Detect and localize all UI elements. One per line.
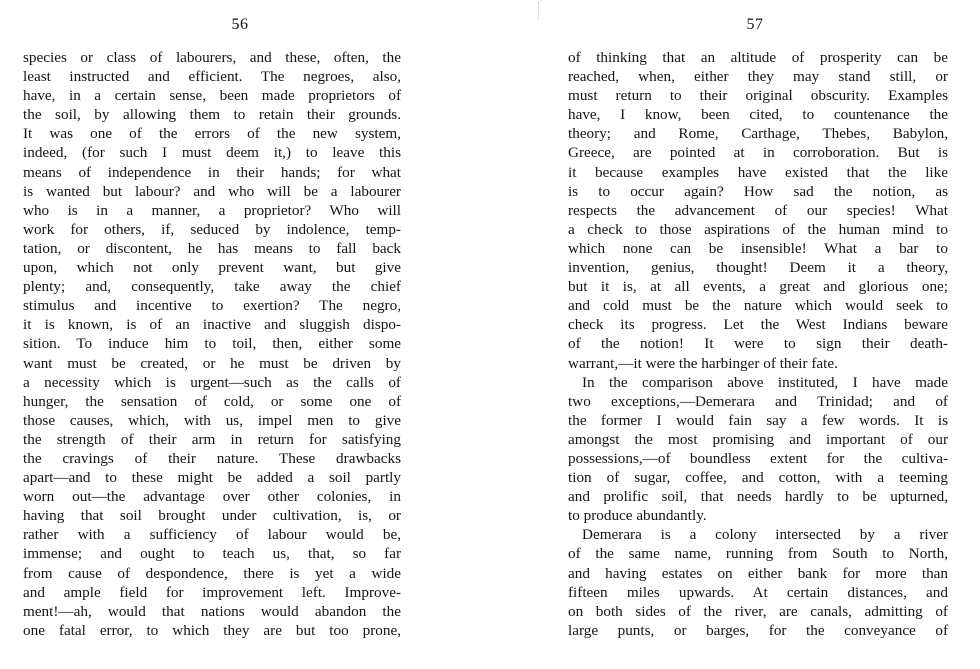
text-line: theory; and Rome, Carthage, Thebes, Babylon, bbox=[568, 125, 948, 143]
text-line: and having estates on either bank for more than bbox=[568, 564, 948, 582]
text-line: work for others, if, seduced by indolence, temp- bbox=[23, 220, 401, 238]
text-line: it because examples have existed that the like bbox=[568, 163, 948, 181]
text-line: one fatal error, to which they are but too prone, bbox=[23, 621, 401, 639]
page-text bbox=[23, 48, 401, 640]
text-line: the soil, by allowing them to retain their grounds. bbox=[23, 106, 401, 124]
text-line: from cause of despondence, there is yet a wide bbox=[23, 564, 401, 582]
text-line: immense; and ought to teach us, that, so far bbox=[23, 545, 401, 563]
text-line: is wanted but labour? and who will be a labourer bbox=[23, 182, 401, 200]
text-line: on both sides of the river, are canals, admitting of bbox=[568, 602, 948, 620]
text-line: respects the advancement of our species! What bbox=[568, 201, 948, 219]
text-line: ment!—ah, would that nations would abandon the bbox=[23, 602, 401, 620]
text-line: In the comparison above instituted, I have made bbox=[582, 373, 948, 391]
page-text bbox=[568, 48, 948, 640]
text-line: who is in a manner, a proprietor? Who will bbox=[23, 201, 401, 219]
text-line: invention, genius, thought! Deem it a theory, bbox=[568, 259, 948, 277]
text-line: least instructed and efficient. The negroes, also, bbox=[23, 68, 401, 86]
page-number: 57 bbox=[746, 16, 764, 33]
text-line: tation, or discontent, he has means to fall back bbox=[23, 239, 401, 257]
text-line: of the notion! It were to sign their death- bbox=[568, 335, 948, 353]
text-line: and prolific soil, that needs hardly to be upturned, bbox=[568, 488, 948, 506]
text-line: sition. To induce him to toil, then, either some bbox=[23, 335, 401, 353]
text-line: of thinking that an altitude of prosperity can be bbox=[568, 49, 948, 66]
text-line: want must be created, or he must be driven by bbox=[23, 354, 401, 372]
text-line: Demerara is a colony intersected by a river bbox=[582, 526, 948, 544]
text-line: to produce abundantly. bbox=[568, 507, 707, 525]
text-line: stimulus and incentive to exertion? The negro, bbox=[23, 297, 401, 315]
text-line: it is known, is of an inactive and sluggish dispo- bbox=[23, 316, 401, 334]
text-line: rather with a sufficiency of labour would be, bbox=[23, 526, 401, 544]
text-line: and ample field for improvement left. Improve- bbox=[23, 583, 401, 601]
text-line: apart—and to these might be added a soil partly bbox=[23, 469, 401, 487]
text-line: tion of sugar, coffee, and cotton, with a teeming bbox=[568, 469, 948, 487]
right-page bbox=[490, 0, 980, 669]
text-line: have, I know, been cited, to countenance the bbox=[568, 106, 948, 124]
text-line: and cold must be the nature which would seek to bbox=[568, 297, 948, 315]
text-line: indeed, (for such I must deem it,) to leave this bbox=[23, 144, 401, 162]
text-line: have, in a certain sense, been made proprietors of bbox=[23, 87, 401, 105]
text-line: means of independence in their hands; for what bbox=[23, 163, 401, 181]
text-line: the strength of their arm in return for satisfying bbox=[23, 430, 401, 448]
text-line: the cravings of their nature. These drawbacks bbox=[23, 449, 401, 467]
text-line: must return to their original obscurity. Examples bbox=[568, 87, 948, 105]
text-line: It was one of the errors of the new system, bbox=[23, 125, 401, 143]
text-line: plenty; and, consequently, take away the chief bbox=[23, 278, 401, 296]
page-number: 56 bbox=[231, 16, 249, 33]
text-line: the former I would fain say a few words. It is bbox=[568, 411, 948, 429]
text-line: worn out—the advantage over other colonies, in bbox=[23, 488, 401, 506]
text-line: a necessity which is urgent—such as the calls of bbox=[23, 373, 401, 391]
text-line: having that soil brought under cultivation, is, or bbox=[23, 507, 401, 525]
text-line: reached, when, either they may stand still, or bbox=[568, 68, 948, 86]
text-line: upon, which not only prevent want, but give bbox=[23, 259, 401, 277]
text-line: warrant,—it were the harbinger of their fate. bbox=[568, 354, 838, 372]
text-line: those causes, which, with us, impel men to give bbox=[23, 411, 401, 429]
text-line: Greece, are pointed at in corroboration. But is bbox=[568, 144, 948, 162]
text-line: amongst the most promising and important of our bbox=[568, 430, 948, 448]
text-line: check its progress. Let the West Indians beware bbox=[568, 316, 948, 334]
text-line: fifteen miles upwards. At certain distances, and bbox=[568, 583, 948, 601]
text-line: two exceptions,—Demerara and Trinidad; and of bbox=[568, 392, 948, 410]
text-line: is to occur again? How sad the notion, as bbox=[568, 182, 948, 200]
text-line: large punts, or barges, for the conveyance of bbox=[568, 621, 948, 639]
text-line: species or class of labourers, and these, often, the bbox=[23, 49, 401, 66]
text-line: which none can be insensible! What a bar to bbox=[568, 239, 948, 257]
text-line: of the same name, running from South to North, bbox=[568, 545, 948, 563]
text-line: possessions,—of boundless extent for the cultiva- bbox=[568, 449, 948, 467]
text-line: a check to those aspirations of the human mind to bbox=[568, 220, 948, 238]
text-line: but it is, at all events, a great and glorious one; bbox=[568, 278, 948, 296]
text-line: hunger, the sensation of cold, or some one of bbox=[23, 392, 401, 410]
